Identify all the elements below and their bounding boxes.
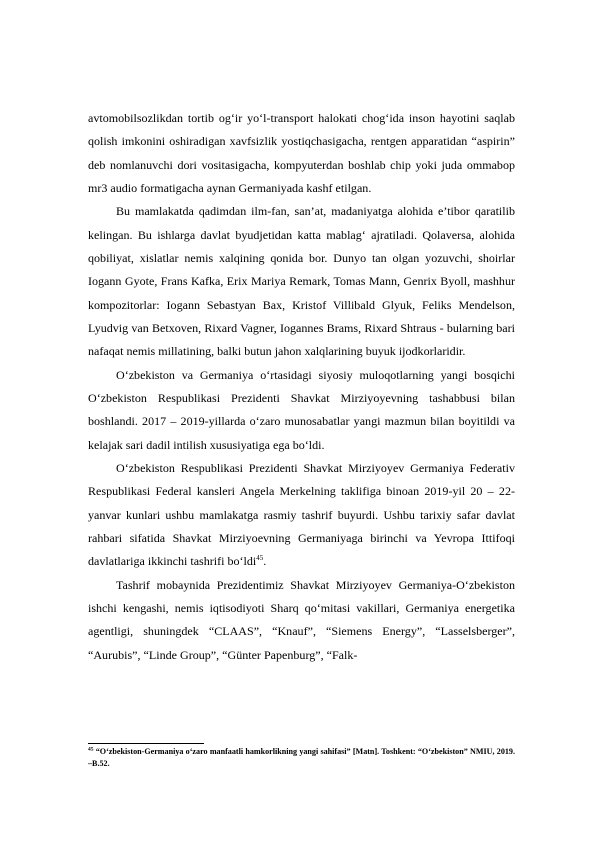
paragraph-3: O‘zbekiston va Germaniya o‘rtasidagi siyosiy muloqotlarning yangi bosqichi O‘zbekiston Respublikasi Prezidenti Shavkat Mirziyoyevning tashabbusi bilan boshlandi. 2017 – 2019-yillarda o‘zaro munosabatlar yangi mazmun bilan boyitildi va kelajak sari dadil intilish xususiyatiga ega bo‘ldi. — [88, 367, 515, 452]
footnote — [88, 746, 515, 770]
footnote-number: 45 — [88, 746, 94, 753]
paragraph-2: Bu mamlakatda qadimdan ilm-fan, san’at, madaniyatga alohida e’tibor qaratilib kelingan. Bu ishlarga davlat byudjetidan katta mablag‘ ajratiladi. Qolaversa, alohida qobiliyat, xislatlar nemis xalqining qonida bor. Dunyo tan olgan yozuvchi, shoirlar Iogann Gyote, Frans Kafka, Erix Mariya Remark, Tomas Mann, Genrix Byoll, mashhur kompozitorlar: Iogann Sebastyan Bax, Kristof Villibald Glyuk, Feliks Mendelson, Lyudvig van Betxoven, Rixard Vagner, Iogannes Brams, Rixard Shtraus - bularning bari nafaqat nemis millatining, balki butun jahon xalqlarining buyuk ijodkorlaridir. — [88, 204, 515, 359]
page-body — [88, 107, 515, 667]
paragraph-4-end: . — [263, 554, 267, 569]
footnote-text: “O‘zbekiston-Germaniya o‘zaro manfaatli hamkorlikning yangi sahifasi” [Matn]. Toshkent: “O‘zbekiston” NMIU, 2019. –B.52. — [88, 747, 515, 769]
footnote-reference: 45 — [256, 554, 264, 563]
paragraph-5: Tashrif mobaynida Prezidentimiz Shavkat Mirziyoyev Germaniya-O‘zbekiston ishchi kengashi, nemis iqtisodiyoti Sharq qo‘mitasi vakillari, Germaniya energetika agentligi, shuningdek “CLAAS”, “Knauf”, “Siemens Energy”, “Lasselsberger”, “Aurubis”, “Linde Group”, “Günter Papenburg”, “Falk- — [88, 577, 515, 662]
paragraph-4 — [88, 457, 515, 574]
paragraph-1: avtomobilsozlikdan tortib og‘ir yo‘l-transport halokati chog‘ida inson hayotini saqlab qolish imkonini oshiradigan xavfsizlik yostiqchasigacha, rentgen apparatidan “aspirin” deb nomlanuvchi dori vositasigacha, kompyuterdan boshlab chip yoki juda ommabop mr3 audio formatigacha aynan Germaniyada kashf etilgan. — [88, 111, 515, 195]
footnote-divider — [88, 743, 204, 744]
paragraph-4-text: O‘zbekiston Respublikasi Prezidenti Shavkat Mirziyoyev Germaniya Federativ Respublikasi Federal kansleri Angela Merkelning taklifiga binoan 2019-yil 20 – 22-yanvar kunlari ushbu mamlakatga rasmiy tashrif buyurdi. Ushbu tarixiy safar davlat rahbari sifatida Shavkat Mirziyoevning Germaniyaga birinchi va Yevropa Ittifoqi davlatlariga ikkinchi tashrifi bo‘ldi — [88, 460, 515, 569]
